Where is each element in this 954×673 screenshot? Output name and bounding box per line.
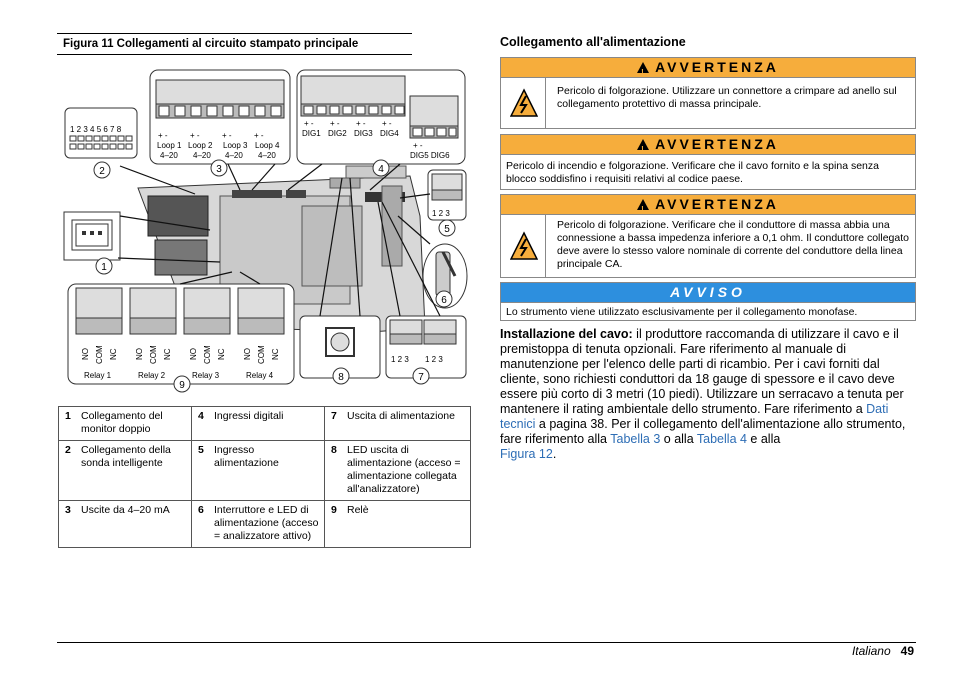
legend-text: LED uscita di alimentazione (acceso = alimentazione collegata all'analizzatore): [343, 441, 471, 501]
electric-shock-icon: [510, 231, 538, 261]
legend-num: 1: [59, 407, 78, 441]
figure-title: Figura 11 Collegamenti al circuito stampato principale: [63, 38, 359, 50]
power-output-callout: [386, 316, 466, 378]
warning-icon: [637, 199, 649, 210]
monitor-connector-callout: [65, 108, 137, 158]
warning-box-1: [500, 57, 916, 129]
relays-callout: [68, 284, 294, 384]
relay4-pin-nc: NC: [271, 348, 280, 360]
warning-header: [501, 195, 915, 215]
legend-text: Interruttore e LED di alimentazione (acceso = analizzatore attivo): [210, 501, 325, 548]
legend-row: [59, 407, 471, 441]
legend-num: 7: [325, 407, 344, 441]
callout-8: 8: [338, 372, 344, 383]
dig56-polarity: + -: [413, 141, 423, 150]
shock-icon-cell: [501, 78, 546, 128]
loop-range-1: 4–20: [160, 151, 178, 160]
link-figure-12[interactable]: Figura 12: [500, 447, 553, 461]
warning-header-text: AVVERTENZA: [655, 59, 779, 75]
loop-polarity-4: + -: [254, 131, 264, 140]
section-title: Collegamento all'alimentazione: [500, 35, 686, 49]
loop-range-2: 4–20: [193, 151, 211, 160]
link-table-4[interactable]: Tabella 4: [696, 432, 747, 446]
warning-text: Pericolo di folgorazione. Verificare che il conduttore di massa abbia una connessione a bassa impedenza inferiore a 0,1 ohm. Il conduttore collegato deve avere lo stesso valore nominale di corrente del conduttore della linea principale CA.: [557, 219, 909, 270]
loop-label-4: Loop 4: [255, 141, 280, 150]
paragraph-text: .: [552, 447, 557, 461]
paragraph-text: a pagina 38. Per il collegamento dell'alimentazione allo strumento, fare riferimento alla: [500, 417, 906, 446]
relay-label-1: Relay 1: [84, 371, 112, 380]
warning-box-3: [500, 194, 916, 278]
paragraph-text: e alla: [746, 432, 781, 446]
digital-inputs-callout: [297, 70, 465, 164]
monitor-pins-label: 1 2 3 4 5 6 7 8: [70, 125, 122, 134]
legend-text: Collegamento del monitor doppio: [77, 407, 192, 441]
legend-text: Ingressi digitali: [210, 407, 325, 441]
paragraph-text: il produttore raccomanda di utilizzare il cavo e il premistoppa di tenuta opzionali. Fare riferimento al manuale di manutenzione per l'elenco delle parti di ricambio. Per i cavi forniti dal cliente, sono richiesti conduttori da 18 gauge di spessore e il cavo deve essere più corto di 3 metri (10 piedi). Utilizzare un serracavo a tenuta per mantenere il rating ambientale dello strumento. Fare riferimento a: [500, 327, 904, 416]
relay-label-4: Relay 4: [246, 371, 274, 380]
relay-label-2: Relay 2: [138, 371, 166, 380]
legend-num: 9: [325, 501, 344, 548]
page-number: 49: [900, 644, 914, 658]
cable-installation-paragraph: [500, 327, 914, 462]
relay4-pin-com: COM: [257, 345, 266, 364]
legend-num: 4: [192, 407, 211, 441]
callout-2: 2: [99, 166, 105, 177]
dig-label-4: DIG4: [380, 129, 399, 138]
legend-num: 8: [325, 441, 344, 501]
dig-label-1: DIG1: [302, 129, 321, 138]
relay3-pin-com: COM: [203, 345, 212, 364]
legend-text: Relè: [343, 501, 471, 548]
relay1-pin-no: NO: [81, 348, 90, 360]
link-technical-data[interactable]: Dati tecnici: [500, 402, 889, 431]
dig-label-2: DIG2: [328, 129, 347, 138]
legend-num: 5: [192, 441, 211, 501]
legend-num: 2: [59, 441, 78, 501]
relay3-pin-no: NO: [189, 348, 198, 360]
link-table-3[interactable]: Tabella 3: [610, 432, 661, 446]
power-input-pins: 1 2 3: [432, 209, 450, 218]
dig-polarity-2: + -: [330, 119, 340, 128]
circuit-board-figure: [60, 66, 470, 398]
top-rule: [57, 33, 412, 34]
loop-label-1: Loop 1: [157, 141, 182, 150]
power-output-pins-b: 1 2 3: [425, 355, 443, 364]
loop-label-2: Loop 2: [188, 141, 213, 150]
power-output-pins-a: 1 2 3: [391, 355, 409, 364]
callout-6: 6: [441, 295, 447, 306]
dig56-label: DIG5 DIG6: [410, 151, 450, 160]
paragraph-lead: Installazione del cavo:: [500, 327, 633, 341]
dig-polarity-1: + -: [304, 119, 314, 128]
power-input-callout: [428, 170, 466, 220]
dig-polarity-3: + -: [356, 119, 366, 128]
legend-text: Collegamento della sonda intelligente: [77, 441, 192, 501]
loop-range-3: 4–20: [225, 151, 243, 160]
dig-polarity-4: + -: [382, 119, 392, 128]
warning-text: Pericolo di folgorazione. Utilizzare un connettore a crimpare ad anello sul collegamento protettivo di massa principale.: [557, 85, 897, 110]
loops-callout: [150, 70, 290, 164]
relay2-pin-nc: NC: [163, 348, 172, 360]
page-footer: [852, 644, 914, 658]
notice-box: [500, 282, 916, 321]
callout-5: 5: [444, 224, 450, 235]
callout-3: 3: [216, 164, 222, 175]
warning-text: Pericolo di incendio e folgorazione. Verificare che il cavo fornito e la spina senza blocco soddisfino i requisiti relativi al codice paese.: [506, 160, 879, 185]
loop-polarity-2: + -: [190, 131, 200, 140]
legend-num: 6: [192, 501, 211, 548]
warning-icon: [637, 62, 649, 73]
warning-icon: [637, 139, 649, 150]
relay1-pin-nc: NC: [109, 348, 118, 360]
shock-icon-cell: [501, 215, 546, 277]
notice-text: Lo strumento viene utilizzato esclusivamente per il collegamento monofase.: [506, 306, 858, 318]
relay2-pin-no: NO: [135, 348, 144, 360]
electric-shock-icon: [510, 88, 538, 118]
notice-header: AVVISO: [501, 283, 915, 303]
relay3-pin-nc: NC: [217, 348, 226, 360]
legend-num: 3: [59, 501, 78, 548]
callout-4: 4: [378, 164, 384, 175]
dig-label-3: DIG3: [354, 129, 373, 138]
warning-header: [501, 135, 915, 155]
loop-polarity-3: + -: [222, 131, 232, 140]
figure-title-rule: [57, 54, 412, 55]
paragraph-text: o alla: [660, 432, 697, 446]
loop-polarity-1: + -: [158, 131, 168, 140]
legend-row: [59, 441, 471, 501]
loop-range-4: 4–20: [258, 151, 276, 160]
legend-text: Ingresso alimentazione: [210, 441, 325, 501]
dual-monitor-callout: [64, 212, 120, 260]
callout-7: 7: [418, 372, 424, 383]
legend-text: Uscita di alimentazione: [343, 407, 471, 441]
warning-box-2: [500, 134, 916, 190]
warning-header: [501, 58, 915, 78]
callout-1: 1: [101, 262, 107, 273]
warning-header-text: AVVERTENZA: [655, 136, 779, 152]
relay4-pin-no: NO: [243, 348, 252, 360]
warning-header-text: AVVERTENZA: [655, 196, 779, 212]
relay2-pin-com: COM: [149, 345, 158, 364]
legend-text: Uscite da 4–20 mA: [77, 501, 192, 548]
relay1-pin-com: COM: [95, 345, 104, 364]
footer-language: Italiano: [851, 644, 891, 658]
footer-rule: [57, 642, 916, 643]
relay-label-3: Relay 3: [192, 371, 220, 380]
loop-label-3: Loop 3: [223, 141, 248, 150]
legend-row: [59, 501, 471, 548]
callout-9: 9: [179, 380, 185, 391]
legend-table: [58, 406, 471, 548]
